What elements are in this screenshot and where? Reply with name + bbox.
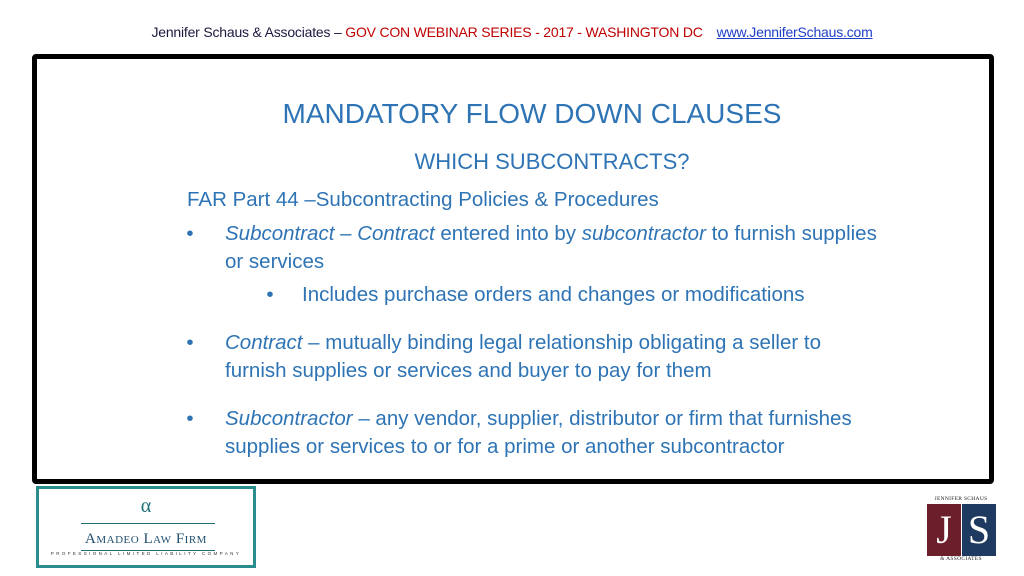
term-subcontractor: subcontractor: [581, 222, 706, 245]
term-contract: Contract: [357, 222, 435, 245]
bullet-marker: •: [186, 331, 194, 354]
page-header: [0, 24, 1024, 40]
definition-text: – any vendor, supplier, distributor or firm that furnishes: [352, 407, 852, 430]
sub-bullet-marker: •: [266, 283, 274, 306]
header-website-link[interactable]: www.JenniferSchaus.com: [716, 24, 873, 40]
definition-text: entered into by: [434, 222, 582, 245]
logo-tagline: PROFESSIONAL LIMITED LIABILITY COMPANY: [50, 551, 242, 556]
bullet-contract: [225, 329, 985, 385]
slide-subtitle: WHICH SUBCONTRACTS?: [414, 149, 690, 174]
bullet-marker: •: [186, 222, 194, 245]
dash: –: [334, 222, 358, 245]
bullet-subcontractor: [225, 405, 985, 461]
alpha-symbol: α: [140, 495, 152, 517]
header-company: Jennifer Schaus & Associates –: [151, 24, 346, 40]
term-subcontract: Subcontract: [225, 222, 335, 245]
logo-firm-name: Amadeo Law Firm: [85, 531, 207, 547]
jennifer-schaus-logo: [926, 496, 996, 564]
logo-bottom-text: & ASSOCIATES: [940, 556, 982, 562]
logo-top-text: JENNIFER SCHAUS: [934, 496, 988, 502]
sub-bullet-purchase-orders: Includes purchase orders and changes or modifications: [302, 283, 805, 306]
term-contract: Contract: [225, 331, 303, 354]
header-series: GOV CON WEBINAR SERIES - 2017 - WASHINGTON DC: [345, 24, 703, 40]
definition-text-cont: furnish supplies or services and buyer to pay for them: [225, 359, 712, 382]
logo-letter-j: J: [927, 504, 961, 556]
bullet-subcontract: [225, 220, 985, 276]
amadeo-law-firm-logo: [36, 486, 256, 568]
definition-text-cont: or services: [225, 250, 325, 273]
definition-text-cont: supplies or services to or for a prime or another subcontractor: [225, 435, 785, 458]
bullet-marker: •: [186, 407, 194, 430]
logo-letter-s: S: [962, 504, 996, 556]
definition-text: – mutually binding legal relationship obligating a seller to: [302, 331, 822, 354]
slide-title: MANDATORY FLOW DOWN CLAUSES: [282, 98, 782, 129]
definition-text: to furnish supplies: [705, 222, 877, 245]
logo-rule: [81, 523, 215, 524]
term-subcontractor: Subcontractor: [225, 407, 353, 430]
far-heading: FAR Part 44 –Subcontracting Policies & Procedures: [187, 188, 659, 211]
